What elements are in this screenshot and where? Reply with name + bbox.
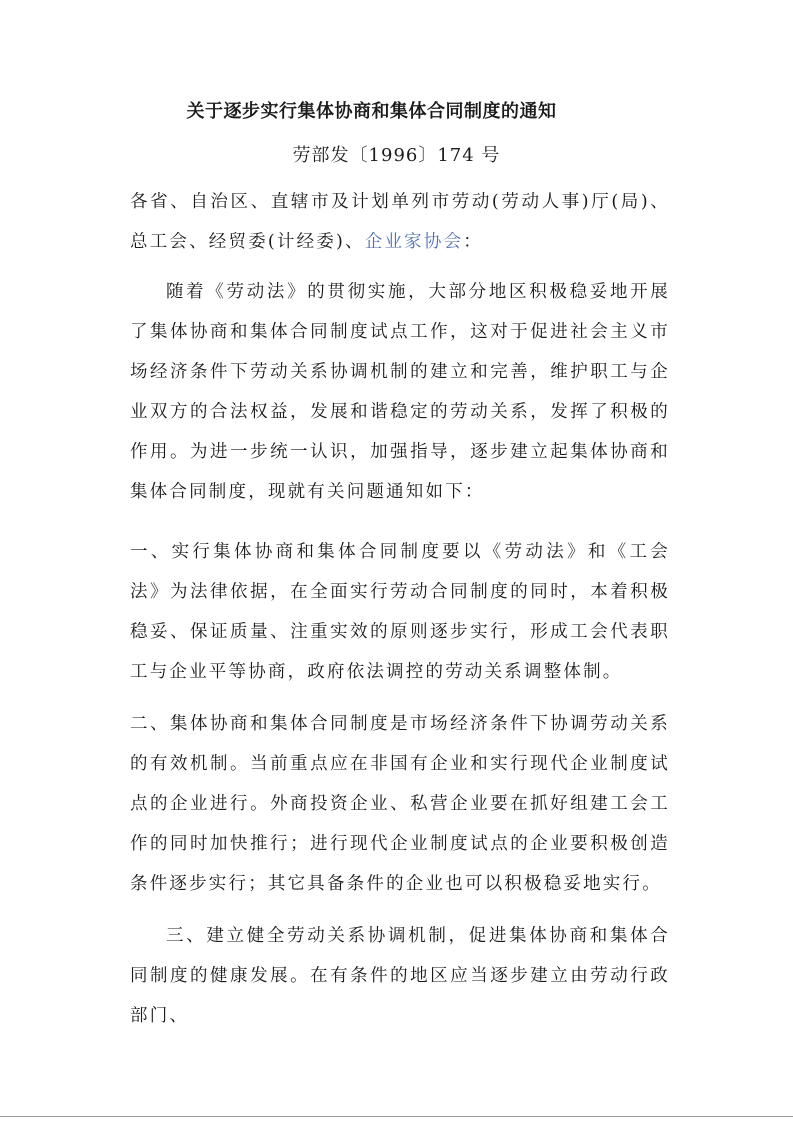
document-title: 关于逐步实行集体协商和集体合同制度的通知 <box>186 101 557 122</box>
addressees-text: 各省、自治区、直辖市及计划单列市劳动(劳动人事)厅(局)、总工会、经贸委(计经委)、 <box>130 192 670 252</box>
addressees <box>130 182 670 262</box>
document-number: 劳部发〔1996〕174 号 <box>292 145 501 166</box>
paragraph-item-2: 二、集体协商和集体合同制度是市场经济条件下协调劳动关系的有效机制。当前重点应在非国有企业和实行现代企业制度试点的企业进行。外商投资企业、私营企业要在抓好组建工会工作的同时加快推行；进行现代企业制度试点的企业要积极创造条件逐步实行；其它具备条件的企业也可以积极稳妥地实行。 <box>130 714 670 894</box>
paragraph-item-1: 一、实行集体协商和集体合同制度要以《劳动法》和《工会法》为法律依据，在全面实行劳动合同制度的同时，本着积极稳妥、保证质量、注重实效的原则逐步实行，形成工会代表职工与企业平等协商，政府依法调控的劳动关系调整体制。 <box>130 542 670 682</box>
paragraph-intro: 随着《劳动法》的贯彻实施，大部分地区积极稳妥地开展了集体协商和集体合同制度试点工作，这对于促进社会主义市场经济条件下劳动关系协调机制的建立和完善，维护职工与企业双方的合法权益，发展和谐稳定的劳动关系，发挥了积极的作用。为进一步统一认识，加强指导，逐步建立起集体协商和集体合同制度，现就有关问题通知如下： <box>130 282 670 502</box>
paragraph-item-3: 三、建立健全劳动关系协调机制，促进集体协商和集体合同制度的健康发展。在有条件的地区应当逐步建立由劳动行政部门、 <box>130 926 670 1026</box>
entrepreneurs-association-link[interactable]: 企业家协会 <box>364 232 464 252</box>
page-bottom-divider <box>0 1116 793 1117</box>
addressees-colon: ： <box>463 232 483 252</box>
